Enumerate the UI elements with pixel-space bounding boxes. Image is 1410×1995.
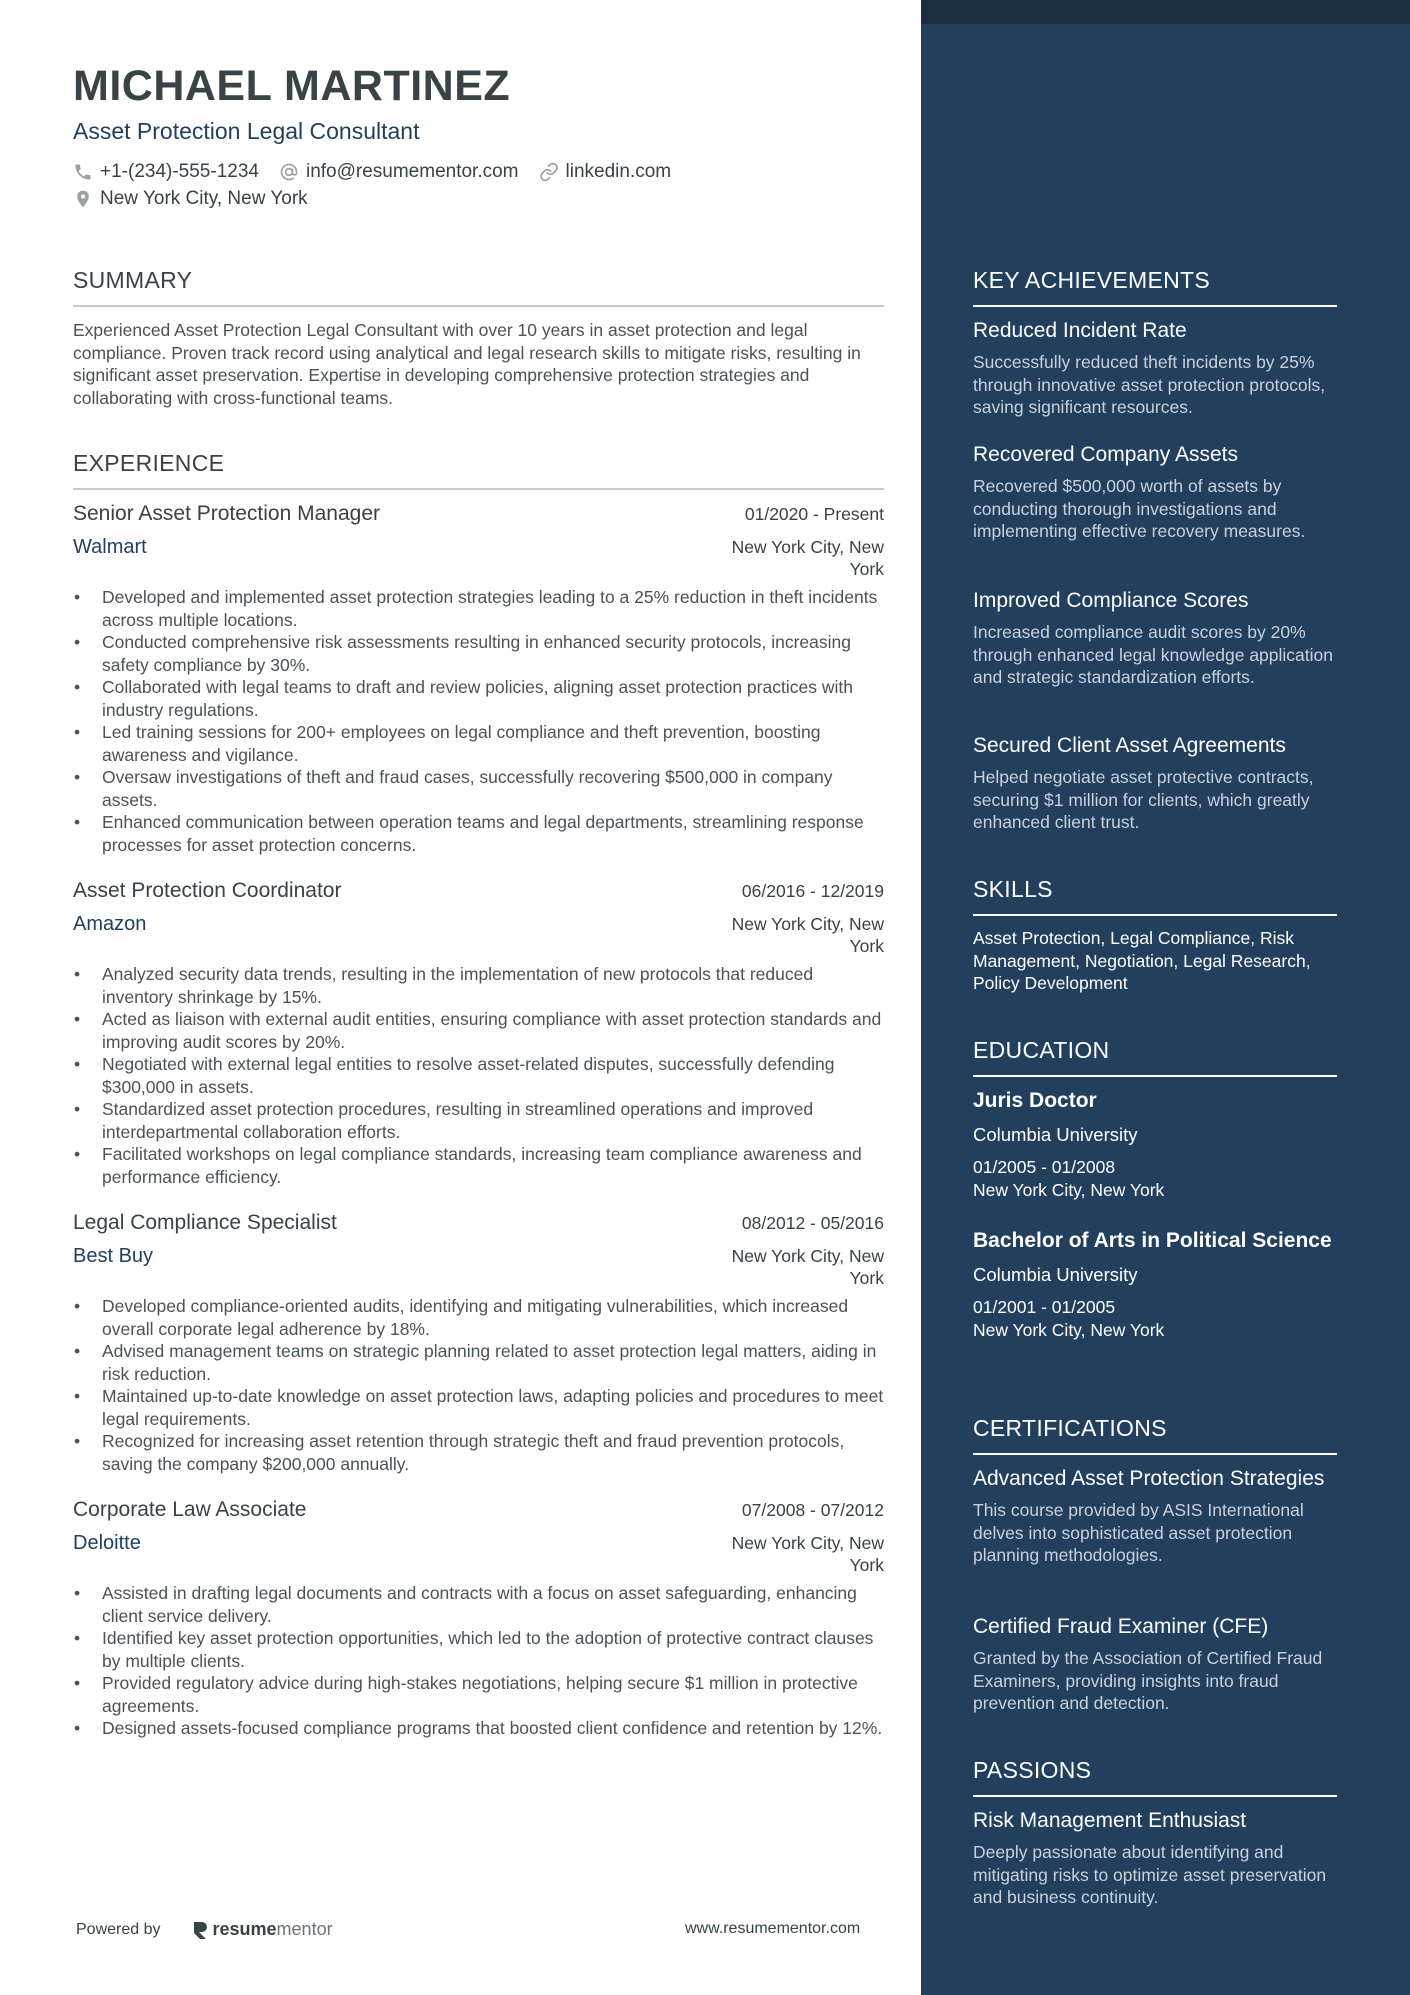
- achievement-title: Reduced Incident Rate: [973, 319, 1187, 342]
- footer-url[interactable]: www.resumementor.com: [685, 1920, 861, 1937]
- sidebar: [921, 0, 1410, 1995]
- job-company: Amazon: [73, 913, 147, 935]
- email-link[interactable]: info@resumementor.com: [305, 161, 519, 182]
- list-item: • Recognized for increasing asset retention through strategic theft and fraud prevention protocols, saving the company $200,000 annually.: [73, 1430, 884, 1475]
- achievement-item: [973, 732, 1337, 834]
- certification-text: This course provided by ASIS International delves into sophisticated asset protection planning methodologies.: [973, 1500, 1304, 1565]
- achievement-item: [973, 317, 1337, 419]
- job-entry: [73, 1211, 884, 1475]
- summary-divider: [73, 305, 884, 307]
- education-item: [973, 1227, 1337, 1341]
- list-item: • Oversaw investigations of theft and fraud cases, successfully recovering $500,000 in company assets.: [73, 766, 884, 811]
- contact-row: [73, 161, 691, 183]
- certifications-divider: [973, 1453, 1337, 1455]
- job-dates: 07/2008 - 07/2012: [741, 1500, 884, 1520]
- at-icon: [279, 162, 299, 182]
- location-text: New York City, New York: [100, 188, 308, 209]
- achievement-title: Improved Compliance Scores: [973, 589, 1249, 612]
- job-company: Walmart: [73, 536, 147, 558]
- achievements-heading: KEY ACHIEVEMENTS: [973, 267, 1211, 293]
- achievement-text: Increased compliance audit scores by 20% through enhanced legal knowledge application and strategic standardization efforts.: [973, 622, 1333, 687]
- list-item: • Developed and implemented asset protection strategies leading to a 25% reduction in theft incidents across multiple locations.: [73, 586, 884, 631]
- certification-item: [973, 1613, 1337, 1715]
- logo-text-light: mentor: [276, 1919, 333, 1939]
- achievement-item: [973, 587, 1337, 689]
- achievement-title: Recovered Company Assets: [973, 443, 1238, 466]
- skills-text: Asset Protection, Legal Compliance, Risk Management, Negotiation, Legal Research, Policy Development: [973, 928, 1311, 993]
- job-role: Corporate Law Associate: [73, 1498, 307, 1521]
- summary-heading: SUMMARY: [73, 267, 193, 293]
- job-role: Legal Compliance Specialist: [73, 1211, 337, 1234]
- list-item: • Analyzed security data trends, resulting in the implementation of new protocols that reduced inventory shrinkage by 15%.: [73, 963, 884, 1008]
- sidebar-top-bar: [921, 0, 1410, 24]
- list-item: • Negotiated with external legal entities to resolve asset-related disputes, successfully defending $300,000 in assets.: [73, 1053, 884, 1098]
- contact-phone: [73, 161, 259, 183]
- achievement-text: Successfully reduced theft incidents by 25% through innovative asset protection protocols, saving significant resources.: [973, 352, 1326, 417]
- skills-heading: SKILLS: [973, 876, 1053, 902]
- achievements-divider: [973, 305, 1337, 307]
- job-location: New York City, New York: [731, 1533, 884, 1575]
- experience-divider: [73, 488, 884, 490]
- job-location: New York City, New York: [731, 537, 884, 579]
- link-icon: [539, 162, 559, 182]
- list-item: • Enhanced communication between operation teams and legal departments, streamlining response processes for asset protection concerns.: [73, 811, 884, 856]
- job-dates: 08/2012 - 05/2016: [741, 1213, 884, 1233]
- contact-email: [279, 161, 519, 183]
- list-item: • Conducted comprehensive risk assessments resulting in enhanced security protocols, increasing safety compliance by 30%.: [73, 631, 884, 676]
- list-item: • Identified key asset protection opportunities, which led to the adoption of protective contract clauses by multiple clients.: [73, 1627, 884, 1672]
- achievement-title: Secured Client Asset Agreements: [973, 734, 1286, 757]
- skills-divider: [973, 914, 1337, 916]
- education-degree: Juris Doctor: [973, 1089, 1097, 1112]
- phone-icon: [73, 162, 93, 182]
- candidate-name: MICHAEL MARTINEZ: [73, 62, 511, 110]
- job-bullets: [73, 586, 884, 856]
- certification-title: Certified Fraud Examiner (CFE): [973, 1615, 1269, 1638]
- education-location: New York City, New York: [973, 1179, 1165, 1200]
- resumementor-logo-icon: [191, 1920, 209, 1940]
- education-location: New York City, New York: [973, 1319, 1165, 1340]
- phone-text[interactable]: +1-(234)-555-1234: [100, 161, 259, 182]
- job-location: New York City, New York: [731, 1246, 884, 1288]
- list-item: • Provided regulatory advice during high-stakes negotiations, helping secure $1 million in protective agreements.: [73, 1672, 884, 1717]
- list-item: • Advised management teams on strategic planning related to asset protection legal matters, aiding in risk reduction.: [73, 1340, 884, 1385]
- list-item: • Designed assets-focused compliance programs that boosted client confidence and retention by 12%.: [73, 1717, 884, 1740]
- job-entry: [73, 1498, 884, 1740]
- linkedin-link[interactable]: linkedin.com: [565, 161, 672, 182]
- location-row: [73, 188, 328, 210]
- passions-divider: [973, 1795, 1337, 1797]
- job-bullets: [73, 1295, 884, 1475]
- achievement-item: [973, 441, 1337, 543]
- job-company: Deloitte: [73, 1532, 141, 1554]
- job-location: New York City, New York: [731, 914, 884, 956]
- list-item: • Facilitated workshops on legal compliance standards, increasing team compliance awareness and performance efficiency.: [73, 1143, 884, 1188]
- passion-text: Deeply passionate about identifying and mitigating risks to optimize asset preservation and business continuity.: [973, 1842, 1327, 1907]
- education-dates: 01/2001 - 01/2005: [973, 1297, 1116, 1317]
- education-divider: [973, 1075, 1337, 1077]
- education-heading: EDUCATION: [973, 1037, 1110, 1063]
- list-item: • Led training sessions for 200+ employees on legal compliance and theft prevention, boosting awareness and vigilance.: [73, 721, 884, 766]
- contact-linkedin: [539, 161, 672, 183]
- logo-text-bold: resume: [212, 1919, 277, 1939]
- achievement-text: Recovered $500,000 worth of assets by conducting thorough investigations and implementing effective recovery measures.: [973, 476, 1306, 541]
- resumementor-logo[interactable]: [191, 1919, 333, 1940]
- job-dates: 01/2020 - Present: [744, 504, 884, 524]
- powered-by-label: Powered by: [76, 1920, 161, 1938]
- list-item: • Maintained up-to-date knowledge on asset protection laws, adapting policies and procedures to meet legal requirements.: [73, 1385, 884, 1430]
- certification-text: Granted by the Association of Certified Fraud Examiners, providing insights into fraud prevention and detection.: [973, 1648, 1323, 1713]
- location-pin-icon: [73, 189, 93, 209]
- achievement-text: Helped negotiate asset protective contracts, securing $1 million for clients, which greatly enhanced client trust.: [973, 767, 1314, 832]
- job-role: Senior Asset Protection Manager: [73, 502, 381, 525]
- education-item: [973, 1087, 1337, 1201]
- job-entry: [73, 502, 884, 856]
- list-item: • Standardized asset protection procedures, resulting in streamlined operations and improved interdepartmental collaboration efforts.: [73, 1098, 884, 1143]
- list-item: • Developed compliance-oriented audits, identifying and mitigating vulnerabilities, which increased overall corporate legal adherence by 18%.: [73, 1295, 884, 1340]
- candidate-title: Asset Protection Legal Consultant: [73, 118, 420, 144]
- contact-location: [73, 188, 308, 210]
- education-school: Columbia University: [973, 1124, 1138, 1145]
- job-role: Asset Protection Coordinator: [73, 879, 342, 902]
- job-dates: 06/2016 - 12/2019: [741, 881, 884, 901]
- experience-heading: EXPERIENCE: [73, 450, 225, 476]
- education-dates: 01/2005 - 01/2008: [973, 1157, 1116, 1177]
- passions-heading: PASSIONS: [973, 1757, 1092, 1783]
- footer-powered-by: [76, 1919, 333, 1940]
- certification-title: Advanced Asset Protection Strategies: [973, 1467, 1325, 1490]
- certifications-heading: CERTIFICATIONS: [973, 1415, 1167, 1441]
- job-bullets: [73, 963, 884, 1188]
- job-company: Best Buy: [73, 1245, 154, 1267]
- list-item: • Acted as liaison with external audit entities, ensuring compliance with asset protection standards and improving audit scores by 20%.: [73, 1008, 884, 1053]
- job-bullets: [73, 1582, 884, 1740]
- certification-item: [973, 1465, 1337, 1567]
- list-item: • Collaborated with legal teams to draft and review policies, aligning asset protection practices with industry regulations.: [73, 676, 884, 721]
- passion-title: Risk Management Enthusiast: [973, 1809, 1247, 1832]
- summary-text: Experienced Asset Protection Legal Consultant with over 10 years in asset protection and legal compliance. Proven track record using analytical and legal research skills to mitigate risks, resulting in significant asset preservation. Expertise in developing comprehensive protection strategies and collaborating with cross-functional teams.: [73, 320, 861, 408]
- passion-item: [973, 1807, 1337, 1909]
- job-entry: [73, 879, 884, 1188]
- list-item: • Assisted in drafting legal documents and contracts with a focus on asset safeguarding, enhancing client service delivery.: [73, 1582, 884, 1627]
- education-school: Columbia University: [973, 1264, 1138, 1285]
- education-degree: Bachelor of Arts in Political Science: [973, 1229, 1332, 1252]
